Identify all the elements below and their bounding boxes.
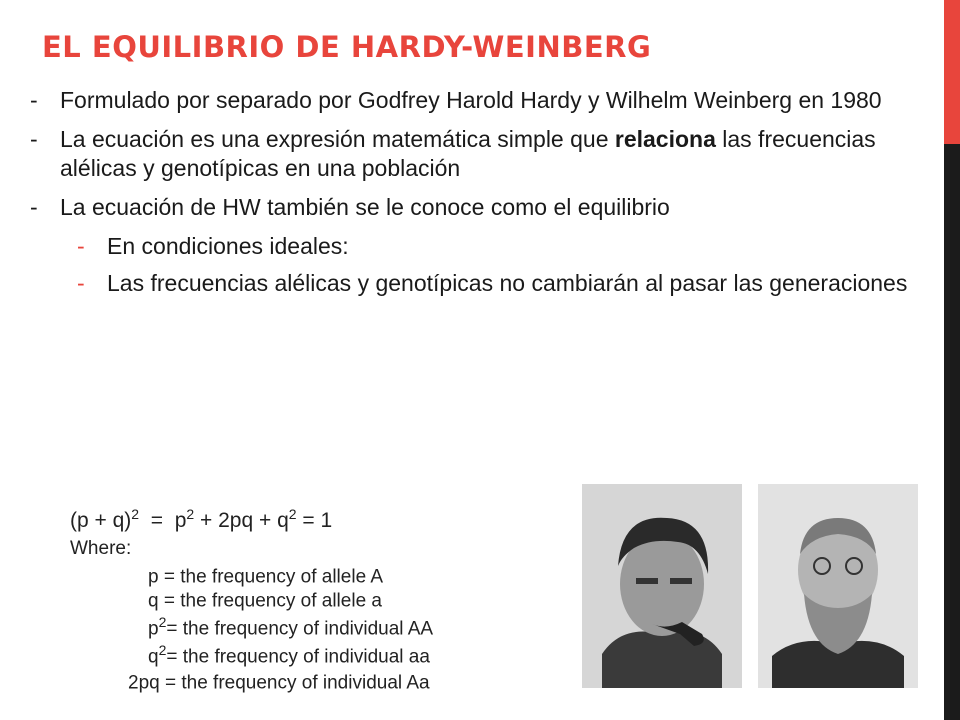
subbullet-item <box>77 269 920 298</box>
bullet-item <box>30 193 920 222</box>
slide-title: EL EQUILIBRIO DE HARDY-WEINBERG <box>42 30 652 64</box>
formula-definition <box>148 614 433 640</box>
def-symbol: p <box>148 618 159 640</box>
bullet-dash: - <box>30 87 38 113</box>
bullet-dash: - <box>30 126 38 152</box>
bullet-text-pre: La ecuación es una expresión matemática simple que <box>60 126 615 152</box>
subbullet-dash: - <box>77 270 85 296</box>
portrait-hardy-image <box>582 484 742 688</box>
formula-exp: 2 <box>131 506 140 522</box>
side-bar <box>944 144 960 720</box>
formula-exp: 2 <box>288 506 297 522</box>
subbullet-text: En condiciones ideales: <box>107 233 349 259</box>
hardy-weinberg-formula <box>70 504 540 694</box>
def-symbol: q <box>148 646 159 668</box>
subbullet-text: Las frecuencias alélicas y genotípicas no cambiarán al pasar las generaciones <box>107 270 908 296</box>
formula-definition <box>148 642 430 668</box>
formula-lhs: (p + q) <box>70 509 132 532</box>
portrait-hardy <box>582 484 742 688</box>
def-symbol: p <box>148 566 159 588</box>
formula-where: Where: <box>70 538 132 559</box>
bullet-list <box>30 86 920 306</box>
def-text: = the frequency of individual Aa <box>164 672 430 694</box>
def-exp: 2 <box>158 614 167 630</box>
formula-exp: 2 <box>186 506 195 522</box>
portrait-weinberg-image <box>758 484 918 688</box>
def-symbol: q <box>148 590 159 612</box>
formula-definition <box>128 668 430 694</box>
bullet-item <box>30 86 920 115</box>
formula-eq: = <box>150 509 164 532</box>
bullet-dash: - <box>30 194 38 220</box>
formula-definition <box>148 562 383 588</box>
def-text: = the frequency of individual AA <box>166 618 434 640</box>
bullet-text: Formulado por separado por Godfrey Harold Hardy y Wilhelm Weinberg en 1980 <box>60 87 882 113</box>
def-exp: 2 <box>158 642 167 658</box>
subbullet-dash: - <box>77 233 85 259</box>
subbullet-item <box>77 232 920 261</box>
def-text: = the frequency of allele A <box>163 566 384 588</box>
formula-definition <box>148 586 382 612</box>
bullet-item <box>30 125 920 183</box>
bullet-text <box>60 125 920 183</box>
formula-rhs-end: = 1 <box>302 509 333 532</box>
portrait-weinberg <box>758 484 918 688</box>
accent-bar <box>944 0 960 144</box>
bullet-text-bold: relaciona <box>614 126 716 152</box>
def-text: = the frequency of allele a <box>163 590 382 612</box>
formula-rhs-mid: + 2pq + q <box>200 509 289 532</box>
bullet-text-post: las frecuencias alélicas y genotípicas en una población <box>60 126 876 181</box>
formula-rhs-p: p <box>174 509 187 532</box>
def-text: = the frequency of individual aa <box>166 646 430 668</box>
def-symbol: 2pq <box>128 672 160 694</box>
formula-equation <box>70 506 332 533</box>
bullet-text: La ecuación de HW también se le conoce como el equilibrio <box>60 194 670 220</box>
